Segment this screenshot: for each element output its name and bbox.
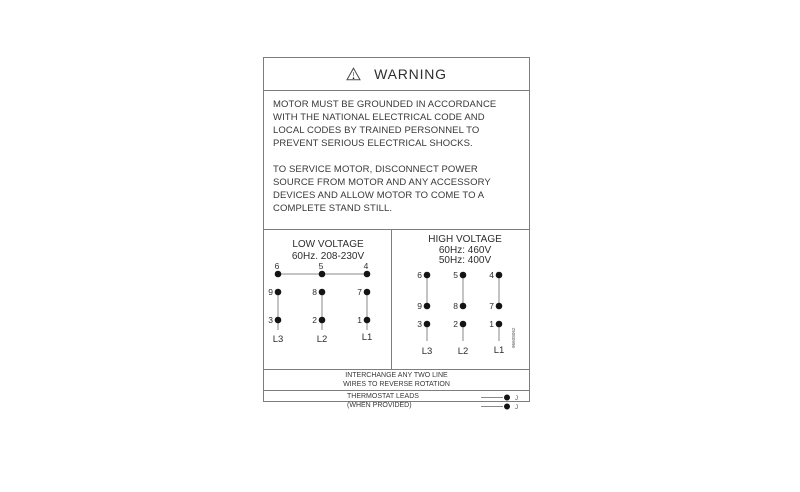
terminal-number: 4 bbox=[489, 270, 494, 280]
terminal-number: 8 bbox=[312, 287, 317, 297]
low-voltage-diagram bbox=[264, 230, 391, 369]
rotation-note bbox=[264, 370, 529, 391]
lead-label: J bbox=[515, 405, 518, 411]
terminal-number: 1 bbox=[489, 319, 494, 329]
line-label: L1 bbox=[493, 345, 505, 356]
text-line: SOURCE FROM MOTOR AND ANY ACCESSORY bbox=[273, 177, 491, 188]
line-label: L3 bbox=[272, 334, 284, 345]
motor-warning-label bbox=[263, 57, 530, 411]
thermostat-lead-symbol-2 bbox=[481, 402, 521, 415]
thermostat-note-line2: (WHEN PROVIDED) bbox=[347, 401, 412, 409]
terminal-number: 4 bbox=[363, 261, 369, 271]
voltage-diagrams-section bbox=[264, 230, 529, 370]
terminal-number: 2 bbox=[312, 315, 317, 325]
line-label: L2 bbox=[457, 346, 469, 357]
high-voltage-subtitle-60hz: 60Hz: 460V bbox=[438, 245, 492, 256]
low-voltage-subtitle: 60Hz. 208-230V bbox=[291, 251, 365, 262]
rotation-note-line1: INTERCHANGE ANY TWO LINE bbox=[345, 372, 448, 379]
text-line: MOTOR MUST BE GROUNDED IN ACCORDANCE bbox=[273, 99, 497, 110]
text-line: COMPLETE STAND STILL. bbox=[273, 203, 393, 214]
terminal-number: 6 bbox=[274, 261, 280, 271]
terminal-number: 3 bbox=[417, 319, 422, 329]
high-voltage-column bbox=[392, 230, 529, 369]
line-label: L3 bbox=[421, 346, 433, 357]
high-voltage-terminal-numbers bbox=[417, 270, 494, 329]
terminal-number: 8 bbox=[453, 301, 458, 311]
rotation-note-line2: WIRES TO REVERSE ROTATION bbox=[343, 380, 450, 388]
high-voltage-title: HIGH VOLTAGE bbox=[428, 234, 502, 245]
low-voltage-column bbox=[264, 230, 392, 369]
part-number: 96608062 bbox=[511, 327, 516, 348]
terminal-number: 3 bbox=[268, 315, 273, 325]
line-label: L1 bbox=[361, 332, 373, 343]
grounding-paragraph bbox=[273, 98, 523, 150]
lead-label: J bbox=[515, 396, 518, 402]
terminal-number: 7 bbox=[357, 287, 362, 297]
terminal-number: 5 bbox=[318, 261, 324, 271]
high-voltage-line-labels bbox=[422, 345, 505, 357]
text-line: LOCAL CODES BY TRAINED PERSONNEL TO bbox=[273, 125, 480, 136]
terminal-number: 7 bbox=[489, 301, 494, 311]
low-voltage-terminal-numbers bbox=[268, 261, 368, 325]
warning-header bbox=[264, 58, 529, 91]
text-line: PREVENT SERIOUS ELECTRICAL SHOCKS. bbox=[273, 138, 473, 149]
low-voltage-line-labels bbox=[273, 332, 373, 345]
thermostat-note bbox=[264, 391, 529, 410]
terminal-number: 9 bbox=[417, 301, 422, 311]
text-line: TO SERVICE MOTOR, DISCONNECT POWER bbox=[273, 164, 478, 175]
terminal-number: 9 bbox=[268, 287, 273, 297]
text-line: WITH THE NATIONAL ELECTRICAL CODE AND bbox=[273, 112, 485, 123]
high-voltage-subtitle-50hz: 50Hz: 400V bbox=[438, 255, 492, 266]
terminal-number: 2 bbox=[453, 319, 458, 329]
low-voltage-title: LOW VOLTAGE bbox=[292, 239, 364, 250]
service-paragraph bbox=[273, 163, 523, 215]
line-label: L2 bbox=[316, 334, 328, 345]
thermostat-note-line1: THERMOSTAT LEADS bbox=[347, 393, 419, 400]
high-voltage-diagram bbox=[392, 230, 529, 369]
warning-triangle-icon bbox=[346, 67, 361, 81]
text-line: DEVICES AND ALLOW MOTOR TO COME TO A bbox=[273, 190, 485, 201]
warning-text-section bbox=[264, 91, 529, 230]
warning-title: WARNING bbox=[374, 66, 447, 82]
terminal-number: 5 bbox=[453, 270, 458, 280]
terminal-number: 6 bbox=[417, 270, 422, 280]
terminal-number: 1 bbox=[357, 315, 362, 325]
